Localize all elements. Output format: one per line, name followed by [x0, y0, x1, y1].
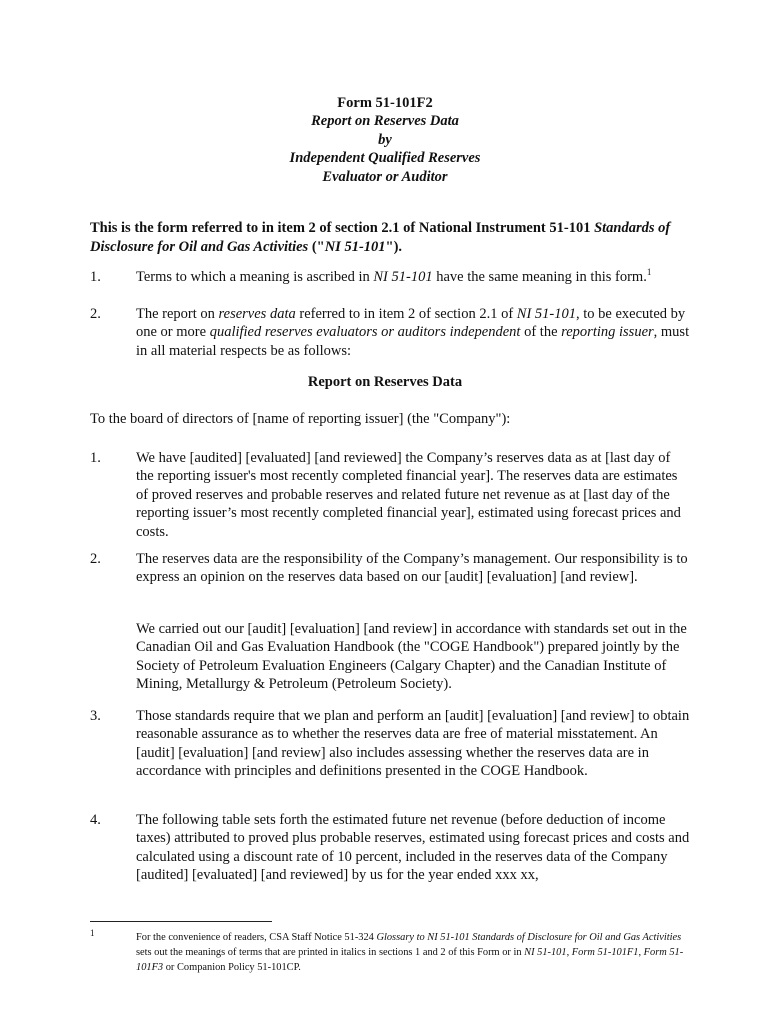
report-heading: Report on Reserves Data [307, 374, 463, 390]
title-line-2: by [378, 131, 392, 148]
item-1-number: 1. [90, 269, 101, 285]
footnote-divider [90, 921, 272, 922]
report-paragraph-4-text: The following table sets forth the estimated future net revenue (before deduction of income taxes) attributed to proved plus probable reserves, estimated using forecast prices and costs and calculated using a discount rate of 10 percent, included in the reserves data of the Company [audited] [evaluated] [and reviewed] by us for the year ended xxx xx, [136, 812, 690, 884]
report-paragraph-2-text: The reserves data are the responsibility of the Company’s management. Our responsibility is to express an opinion on the reserves data based on our [audit] [evaluation] [and review]. [136, 551, 688, 586]
report-paragraph-3 [90, 707, 690, 802]
report-paragraph-1 [90, 449, 690, 544]
report-paragraph-3-text: Those standards require that we plan and perform an [audit] [evaluation] [and review] to obtain reasonable assurance as to whether the reserves data are free of material misstatement. An [audit] [evaluation] [and review] also includes assessing whether the reserves data are in accordance with principles and definitions presented in the COGE Handbook. [136, 708, 690, 780]
report-paragraph-3-number: 3. [90, 708, 101, 724]
title-line-3: Independent Qualified Reserves [289, 150, 481, 167]
form-number: Form 51-101F2 [337, 95, 433, 111]
form-title [0, 94, 770, 186]
item-1-text: Terms to which a meaning is ascribed in NI 51-101 have the same meaning in this form.$^1$ [136, 267, 652, 285]
intro-paragraph: This is the form referred to in item 2 of section 2.1 of National Instrument 51-101 Standards of Disclosure for Oil and Gas Activities ("NI 51-101"). [90, 220, 671, 255]
report-paragraph-4-number: 4. [90, 812, 101, 828]
item-2 [90, 305, 690, 363]
footnote-ref[interactable]: 1 [646, 267, 652, 277]
title-line-1: Report on Reserves Data [311, 113, 459, 130]
title-line-4: Evaluator or Auditor [322, 168, 448, 185]
footnote-number: 1 [90, 928, 95, 938]
report-paragraph-4 [90, 811, 690, 887]
report-paragraph-2-number: 2. [90, 551, 101, 567]
report-paragraph-1-number: 1. [90, 450, 101, 466]
report-paragraph-1-text: We have [audited] [evaluated] [and reviewed] the Company’s reserves data as at [last day of the reporting issuer's most recently completed financial year]. The reserves data are estimates of proved reserves and probable reserves and related future net revenue as at [last day of the reporting issuer’s most recently completed financial year], estimated using forecast prices and costs. [136, 450, 681, 540]
item-2-number: 2. [90, 306, 101, 322]
item-2-text: The report on reserves data referred to in item 2 of section 2.1 of NI 51-101, to be executed by one or more qualified reserves evaluators or auditors independent of the reporting issuer, must in all material respects be as follows: [136, 306, 690, 359]
report-paragraph-2 [90, 550, 690, 608]
report-paragraph-2-continued: We carried out our [audit] [evaluation] [and review] in accordance with standards set out in the Canadian Oil and Gas Evaluation Handbook (the "COGE Handbook") prepared jointly by the Society of Petroleum Evaluation Engineers (Calgary Chapter) and the Canadian Institute of Mining, Metallurgy & Petroleum (Petroleum Society). [136, 621, 687, 693]
salutation: To the board of directors of [name of reporting issuer] (the "Company"): [90, 411, 511, 427]
footnote-text: For the convenience of readers, CSA Staff Notice 51-324 Glossary to NI 51-101 Standards of Disclosure for Oil and Gas Activities sets out the meanings of terms that are printed in italics in sections 1 and 2 of this Form or in NI 51-101, Form 51-101F1, Form 51-101F3 or Companion Policy 51-101CP. [136, 932, 684, 973]
item-1 [90, 268, 690, 288]
